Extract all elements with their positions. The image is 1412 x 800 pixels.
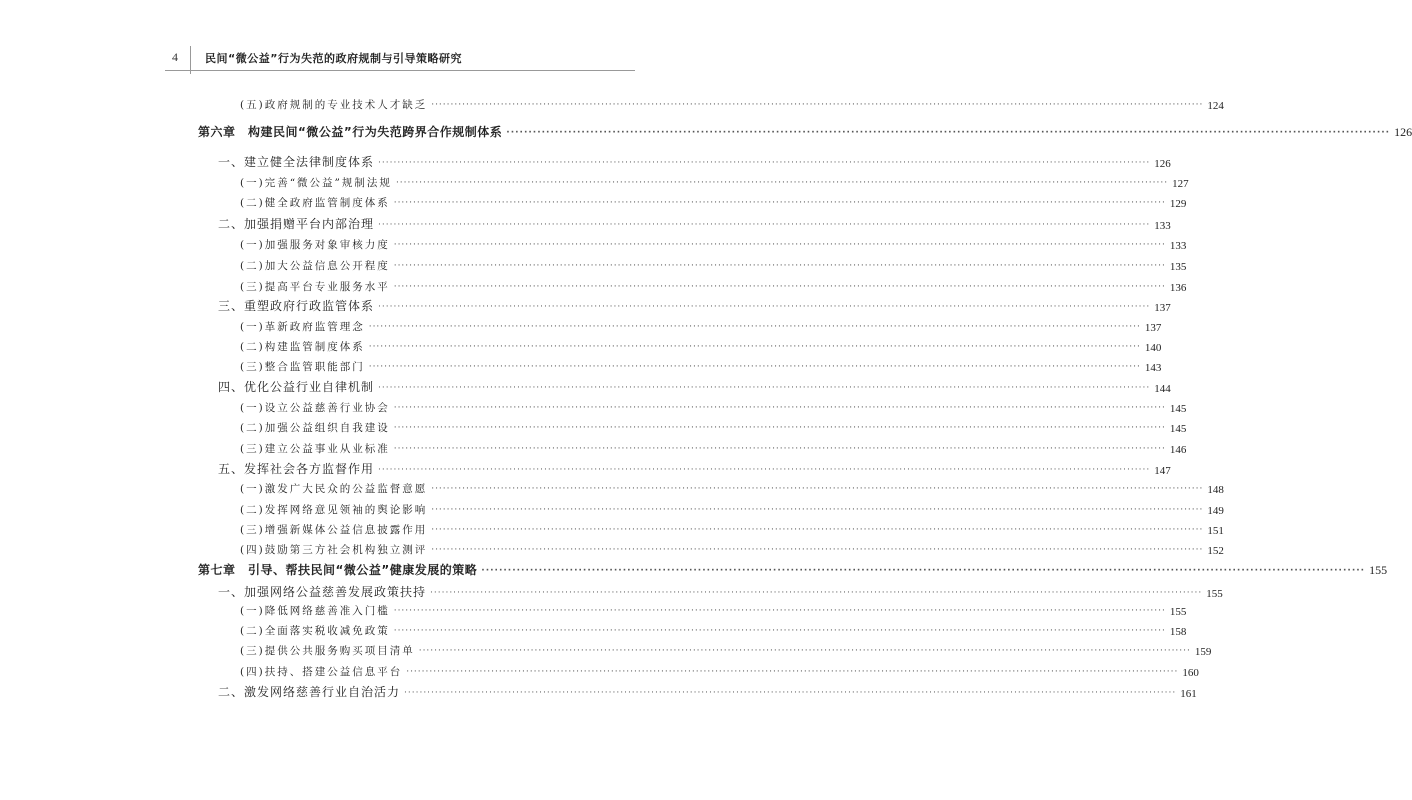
- toc-entry: [240, 638, 1212, 658]
- toc-entry-title: (二)全面落实税收减免政策: [240, 625, 390, 637]
- toc-entry-page: 155: [1206, 588, 1223, 600]
- leader-dots: ········································································································································································································: [378, 220, 1151, 230]
- toc-entry-title: 第六章 构建民间“微公益”行为失范跨界合作规制体系: [198, 125, 503, 139]
- toc-entry: [198, 120, 1412, 140]
- toc-entry-page: 137: [1154, 302, 1171, 314]
- toc-entry: [240, 395, 1187, 415]
- toc-entry-title: (一)激发广大民众的公益监督意愿: [240, 483, 428, 495]
- toc-entry: [240, 354, 1162, 374]
- toc-entry-title: 二、加强捐赠平台内部治理: [218, 217, 375, 231]
- toc-entry-title: (五)政府规制的专业技术人才缺乏: [240, 99, 428, 111]
- toc-entry-page: 143: [1144, 362, 1162, 374]
- toc-entry-title: 一、建立健全法律制度体系: [218, 155, 375, 169]
- toc-entry-page: 147: [1154, 465, 1171, 477]
- leader-dots: ········································································································································································································: [378, 465, 1151, 475]
- toc-entry: [240, 436, 1187, 456]
- toc-entry-page: 127: [1172, 178, 1189, 190]
- toc-entry-title: (二)发挥网络意见领袖的舆论影响: [240, 504, 428, 516]
- leader-dots: ········································································································································································································: [393, 626, 1166, 636]
- toc-entry-page: 161: [1180, 688, 1197, 700]
- running-title: 民间“微公益”行为失范的政府规制与引导策略研究: [205, 52, 462, 65]
- leader-dots: ········································································································································································································: [378, 383, 1151, 393]
- toc-entry: [240, 618, 1187, 638]
- toc-entry: [240, 232, 1187, 252]
- toc-entry: [240, 92, 1224, 112]
- toc-entry-page: 145: [1169, 403, 1187, 415]
- leader-dots: ········································································································································································································: [481, 566, 1366, 576]
- leader-dots: ········································································································································································································: [431, 505, 1204, 515]
- toc-entry-page: 144: [1154, 383, 1171, 395]
- toc-entry: [240, 334, 1162, 354]
- page-number: 4: [172, 50, 178, 64]
- leader-dots: ········································································································································································································: [378, 158, 1151, 168]
- toc-entry: [218, 457, 1171, 477]
- leader-dots: ········································································································································································································: [393, 198, 1166, 208]
- toc-entry: [240, 314, 1162, 334]
- toc-entry-page: 148: [1207, 484, 1224, 496]
- toc-entry-title: 二、激发网络慈善行业自治活力: [218, 685, 401, 699]
- leader-dots: ········································································································································································································: [506, 128, 1391, 138]
- toc-entry-title: (三)建立公益事业从业标准: [240, 443, 390, 455]
- leader-dots: ········································································································································································································: [430, 588, 1203, 598]
- toc-entry: [240, 415, 1187, 435]
- leader-dots: ········································································································································································································: [393, 282, 1166, 292]
- toc-entry-page: 145: [1169, 423, 1187, 435]
- leader-dots: ········································································································································································································: [393, 423, 1166, 433]
- header-divider: [190, 46, 191, 74]
- toc-entry-page: 152: [1207, 545, 1224, 557]
- toc-entry-title: (二)健全政府监管制度体系: [240, 197, 390, 209]
- leader-dots: ········································································································································································································: [418, 646, 1191, 656]
- toc-entry-title: 五、发挥社会各方监督作用: [218, 462, 375, 476]
- toc-entry: [240, 497, 1224, 517]
- leader-dots: ········································································································································································································: [431, 484, 1204, 494]
- toc-entry-title: (三)提高平台专业服务水平: [240, 281, 390, 293]
- toc-entry: [218, 212, 1171, 232]
- toc-entry-page: 159: [1194, 646, 1212, 658]
- leader-dots: ········································································································································································································: [378, 302, 1151, 312]
- toc-entry-title: (三)提供公共服务购买项目清单: [240, 645, 415, 657]
- toc-entry-page: 140: [1144, 342, 1162, 354]
- toc-entry-title: (三)整合监管职能部门: [240, 361, 365, 373]
- leader-dots: ········································································································································································································: [393, 606, 1166, 616]
- leader-dots: ········································································································································································································: [393, 444, 1166, 454]
- toc-entry-title: 一、加强网络公益慈善发展政策扶持: [218, 585, 427, 599]
- toc-entry-title: (三)增强新媒体公益信息披露作用: [240, 524, 428, 536]
- toc-entry-page: 155: [1169, 606, 1187, 618]
- leader-dots: ········································································································································································································: [431, 100, 1204, 110]
- toc-entry-title: (四)鼓励第三方社会机构独立测评: [240, 544, 428, 556]
- toc-entry-title: (一)完善“微公益”规制法规: [240, 177, 392, 189]
- toc-entry: [240, 170, 1189, 190]
- toc-entry: [240, 517, 1224, 537]
- leader-dots: ········································································································································································································: [393, 261, 1166, 271]
- toc-entry-page: 155: [1369, 563, 1388, 577]
- toc-entry-title: 四、优化公益行业自律机制: [218, 380, 375, 394]
- leader-dots: ········································································································································································································: [404, 688, 1177, 698]
- toc-entry-page: 133: [1169, 240, 1187, 252]
- toc-entry: [240, 598, 1187, 618]
- toc-entry: [218, 294, 1171, 314]
- leader-dots: ········································································································································································································: [393, 403, 1166, 413]
- toc-entry-page: 136: [1169, 282, 1187, 294]
- toc-entry: [240, 476, 1224, 496]
- toc-entry: [240, 190, 1187, 210]
- toc-entry-page: 158: [1169, 626, 1187, 638]
- toc-entry: [240, 274, 1187, 294]
- toc-entry-page: 151: [1207, 525, 1224, 537]
- toc-entry: [240, 537, 1224, 557]
- toc-entry-page: 133: [1154, 220, 1171, 232]
- toc-entry-title: (一)加强服务对象审核力度: [240, 239, 390, 251]
- toc-entry-title: 三、重塑政府行政监管体系: [218, 299, 375, 313]
- leader-dots: ········································································································································································································: [368, 342, 1141, 352]
- leader-dots: ········································································································································································································: [431, 525, 1204, 535]
- toc-entry-page: 126: [1154, 158, 1171, 170]
- toc-entry-page: 160: [1182, 667, 1199, 679]
- toc-entry-page: 126: [1394, 125, 1412, 139]
- leader-dots: ········································································································································································································: [431, 545, 1204, 555]
- toc-entry-title: (一)降低网络慈善准入门槛: [240, 605, 390, 617]
- toc-entry: [240, 253, 1187, 273]
- toc-entry: [218, 680, 1197, 700]
- toc-entry-page: 129: [1169, 198, 1187, 210]
- toc-entry-page: 137: [1144, 322, 1162, 334]
- toc-entry-page: 135: [1169, 261, 1187, 273]
- leader-dots: ········································································································································································································: [406, 667, 1179, 677]
- toc-entry-title: (一)设立公益慈善行业协会: [240, 402, 390, 414]
- toc-entry-title: (二)构建监管制度体系: [240, 341, 365, 353]
- toc-entry-title: (四)扶持、搭建公益信息平台: [240, 666, 403, 678]
- toc-entry-page: 149: [1207, 505, 1224, 517]
- toc-entry: [218, 375, 1171, 395]
- toc-entry: [198, 558, 1388, 578]
- toc-entry-page: 146: [1169, 444, 1187, 456]
- leader-dots: ········································································································································································································: [393, 240, 1166, 250]
- leader-dots: ········································································································································································································: [395, 178, 1169, 188]
- toc-entry-page: 124: [1207, 100, 1224, 112]
- toc-entry: [240, 659, 1199, 679]
- toc-entry-title: (二)加强公益组织自我建设: [240, 422, 390, 434]
- toc-entry-title: 第七章 引导、帮扶民间“微公益”健康发展的策略: [198, 563, 478, 577]
- toc-entry: [218, 580, 1223, 600]
- leader-dots: ········································································································································································································: [368, 362, 1141, 372]
- toc-entry-title: (一)革新政府监管理念: [240, 321, 365, 333]
- leader-dots: ········································································································································································································: [368, 322, 1141, 332]
- toc-entry-title: (二)加大公益信息公开程度: [240, 260, 390, 272]
- toc-entry: [218, 150, 1171, 170]
